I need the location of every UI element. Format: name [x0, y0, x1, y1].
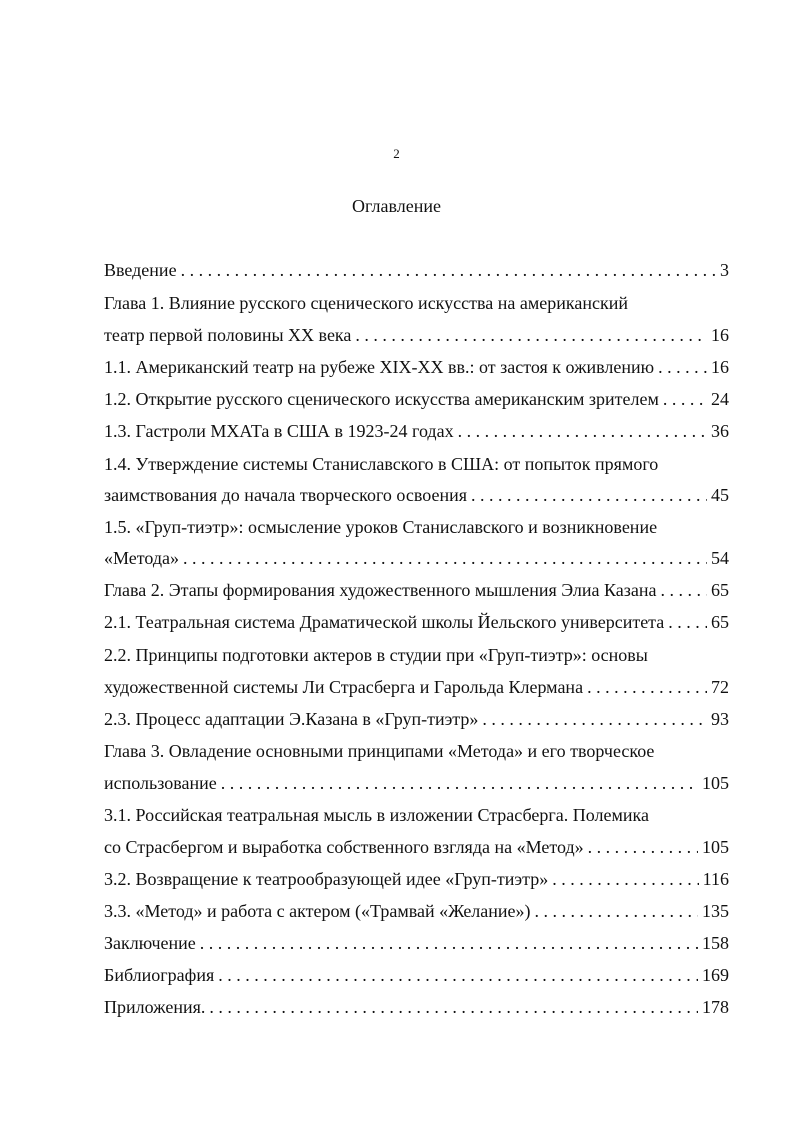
toc-entry-label: 1.4. Утверждение системы Станиславского в США: от попыток прямого	[104, 454, 659, 474]
toc-entry-label: 3.1. Российская театральная мысль в изложении Страсберга. Полемика	[104, 805, 649, 825]
toc-entry-ch3[interactable]	[104, 770, 729, 796]
toc-entry-s2-3[interactable]	[104, 706, 729, 732]
dot-leader	[471, 482, 707, 508]
toc-entry-page: 178	[702, 997, 729, 1017]
toc-entry-ch1-line1[interactable]	[104, 290, 729, 316]
toc-entry-label: Приложения.	[104, 997, 206, 1017]
dot-leader	[221, 770, 698, 796]
toc-entry-label: заимствования до начала творческого освоения	[104, 485, 467, 505]
toc-entry-s2-2[interactable]	[104, 674, 729, 700]
toc-entry-s3-3[interactable]	[104, 898, 729, 924]
toc-entry-label: Глава 2. Этапы формирования художественного мышления Элиа Казана	[104, 580, 657, 600]
toc-entry-conclusion[interactable]	[104, 930, 729, 956]
dot-leader	[482, 706, 707, 732]
toc-entry-s3-1-line1[interactable]	[104, 802, 729, 828]
toc-entry-label: 2.1. Театральная система Драматической школы Йельского университета	[104, 612, 665, 632]
toc-entry-ch1[interactable]	[104, 322, 729, 348]
dot-leader	[181, 257, 716, 283]
toc-entry-s3-2[interactable]	[104, 866, 729, 892]
page-title: Оглавление	[352, 196, 441, 216]
toc-entry-s1-2[interactable]	[104, 386, 729, 412]
dot-leader	[355, 322, 707, 348]
toc-entry-page: 3	[720, 260, 729, 280]
page-number: 2	[393, 146, 400, 161]
toc-entry-page: 158	[702, 933, 729, 953]
toc-entry-label: со Страсбергом и выработка собственного взгляда на «Метод»	[104, 837, 584, 857]
toc-entry-page: 65	[711, 580, 729, 600]
dot-leader	[587, 674, 707, 700]
toc-entry-label: Заключение	[104, 933, 196, 953]
toc-entry-label: 1.5. «Груп-тиэтр»: осмысление уроков Станиславского и возникновение	[104, 517, 658, 537]
toc-entry-label: Библиография	[104, 965, 215, 985]
dot-leader	[535, 898, 698, 924]
toc-entry-s3-1[interactable]	[104, 834, 729, 860]
toc-entry-page: 72	[711, 677, 729, 697]
toc-entry-label: 1.1. Американский театр на рубеже XIX-XX вв.: от застоя к оживлению	[104, 357, 655, 377]
toc-entry-s2-2-line1[interactable]	[104, 642, 729, 668]
toc-entry-page: 65	[711, 612, 729, 632]
toc-entry-intro[interactable]	[104, 257, 729, 283]
toc-entry-ch3-line1[interactable]	[104, 738, 729, 764]
toc-entry-page: 24	[711, 389, 729, 409]
toc-entry-label: Введение	[104, 260, 177, 280]
dot-leader	[668, 609, 707, 635]
dot-leader	[588, 834, 698, 860]
toc-entry-label: художественной системы Ли Страсберга и Гарольда Клермана	[104, 677, 584, 697]
toc-entry-s1-4[interactable]	[104, 482, 729, 508]
toc-entry-page: 116	[702, 869, 729, 889]
dot-leader	[458, 418, 707, 444]
toc-entry-appendix[interactable]	[104, 994, 729, 1020]
dot-leader	[183, 545, 707, 571]
toc-entry-label: 2.3. Процесс адаптации Э.Казана в «Груп-тиэтр»	[104, 709, 479, 729]
dot-leader	[552, 866, 698, 892]
toc-entry-label: 1.2. Открытие русского сценического искусства американским зрителем	[104, 389, 659, 409]
toc-entry-page: 135	[702, 901, 729, 921]
toc-entry-page: 169	[702, 965, 729, 985]
toc-entry-ch2[interactable]	[104, 577, 729, 603]
toc-entry-page: 105	[702, 837, 729, 857]
toc-entry-page: 54	[711, 548, 729, 568]
toc-entry-page: 36	[711, 421, 729, 441]
toc-entry-page: 45	[711, 485, 729, 505]
toc-entry-label: «Метода»	[104, 548, 180, 568]
dot-leader	[200, 930, 698, 956]
toc-entry-label: 1.3. Гастроли МХАТа в США в 1923-24 годах	[104, 421, 454, 441]
dot-leader	[218, 962, 698, 988]
toc-entry-bibliography[interactable]	[104, 962, 729, 988]
toc-entry-s2-1[interactable]	[104, 609, 729, 635]
dot-leader	[661, 577, 708, 603]
dot-leader	[658, 354, 707, 380]
toc-entry-label: Глава 1. Влияние русского сценического искусства на американский	[104, 293, 628, 313]
toc-entry-s1-1[interactable]	[104, 354, 729, 380]
toc-entry-label: 3.2. Возвращение к театрообразующей идее «Груп-тиэтр»	[104, 869, 549, 889]
toc-entry-s1-5-line1[interactable]	[104, 514, 729, 540]
dot-leader	[663, 386, 707, 412]
toc-entry-label: Глава 3. Овладение основными принципами «Метода» и его творческое	[104, 741, 655, 761]
toc-entry-label: использование	[104, 773, 217, 793]
toc-entry-page: 16	[711, 357, 729, 377]
toc-entry-page: 93	[711, 709, 729, 729]
toc-entry-page: 105	[702, 773, 729, 793]
toc-entry-label: 2.2. Принципы подготовки актеров в студии при «Груп-тиэтр»: основы	[104, 645, 648, 665]
toc-entry-page: 16	[711, 325, 729, 345]
toc-entry-label: 3.3. «Метод» и работа с актером («Трамвай «Желание»)	[104, 901, 531, 921]
dot-leader	[209, 994, 698, 1020]
toc-entry-s1-5[interactable]	[104, 545, 729, 571]
toc-entry-s1-4-line1[interactable]	[104, 451, 729, 477]
toc-entry-s1-3[interactable]	[104, 418, 729, 444]
toc-entry-label: театр первой половины XX века	[104, 325, 352, 345]
